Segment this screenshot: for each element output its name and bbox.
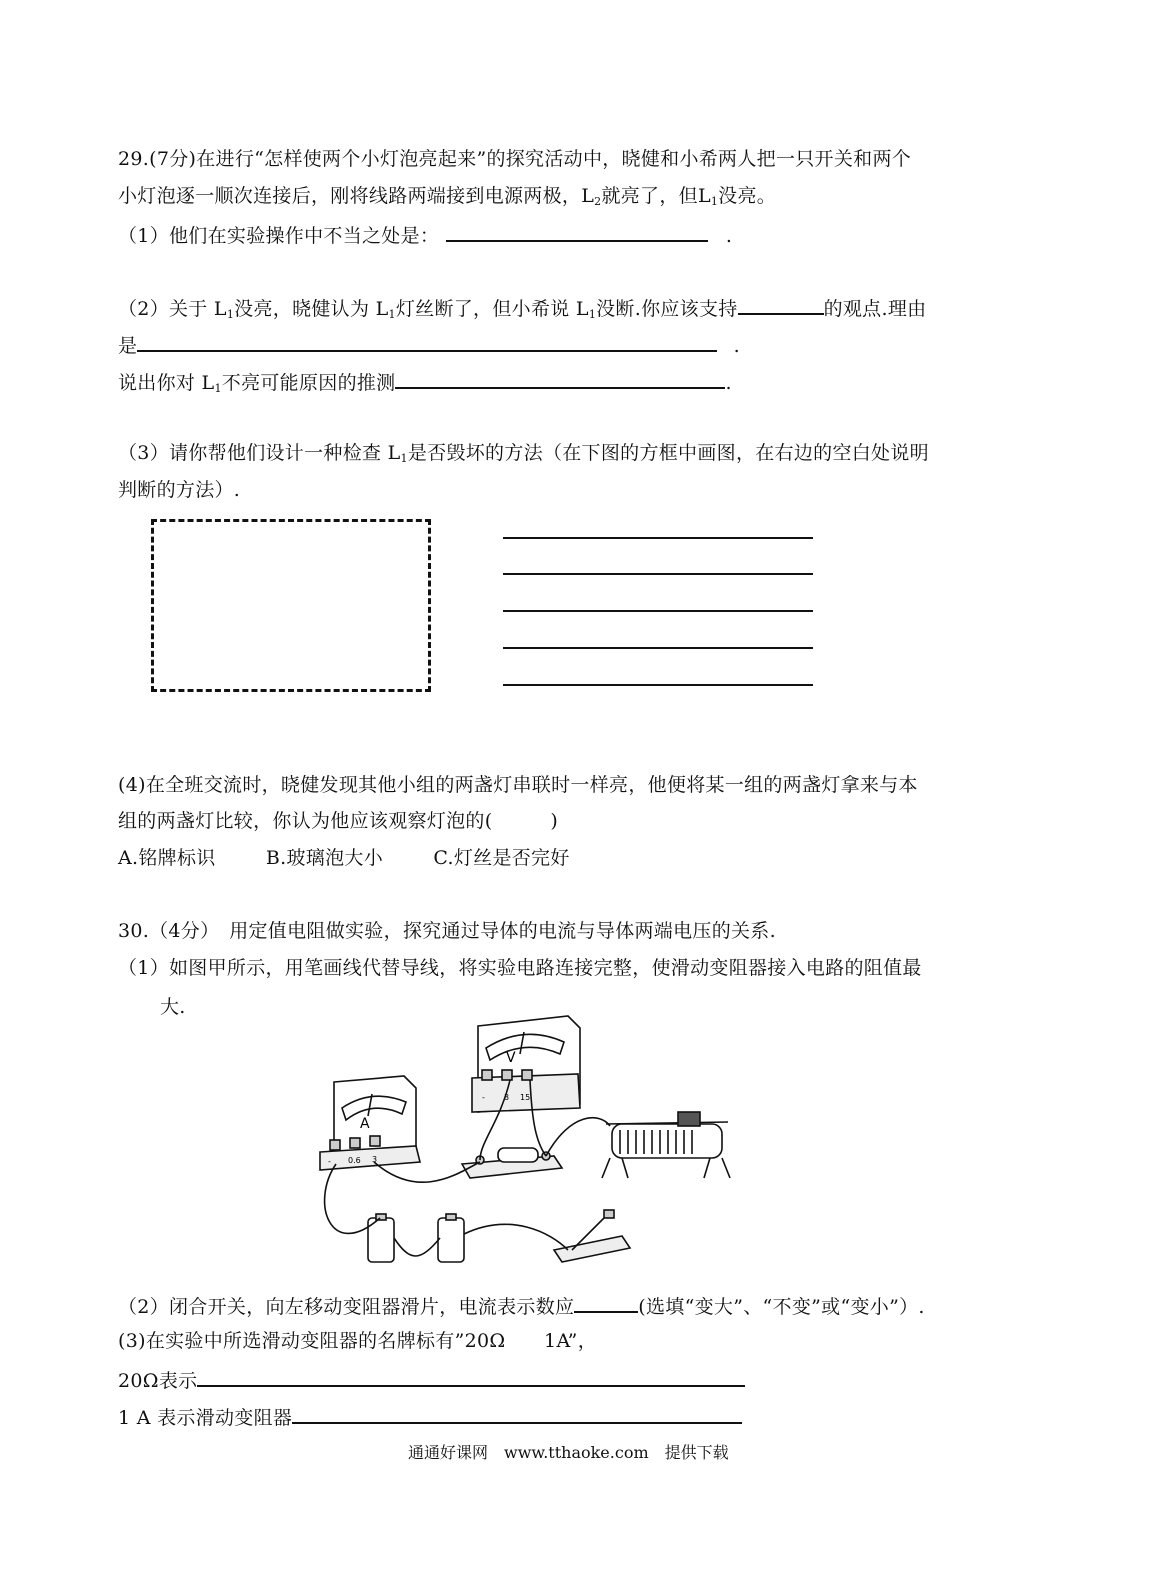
voltmeter-terminal-label: -: [482, 1093, 485, 1102]
answer-line[interactable]: [503, 610, 813, 612]
period: .: [725, 225, 733, 247]
answer-line[interactable]: [503, 684, 813, 686]
voltmeter-label: V: [506, 1050, 516, 1066]
q30-part1-line1: （1）如图甲所示，用笔画线代替导线，将实验电路连接完整，使滑动变阻器接入电路的阻值最: [118, 957, 922, 979]
q29-guess-blank[interactable]: [395, 367, 725, 389]
subscript: 1: [588, 308, 597, 321]
slide-rheostat[interactable]: [602, 1112, 730, 1178]
q29-part2-line2: [118, 330, 740, 359]
q29-part1-text: （1）他们在实验操作中不当之处是：: [118, 225, 440, 247]
ammeter[interactable]: [320, 1076, 420, 1170]
q30-part2: [118, 1291, 925, 1320]
circuit-figure[interactable]: [310, 1012, 750, 1267]
q30-stem: 30.（4分） 用定值电阻做实验，探究通过导体的电流与导体两端电压的关系.: [118, 920, 776, 942]
subscript: 1: [710, 195, 719, 208]
q29-support-blank[interactable]: [738, 293, 824, 315]
text: （2）关于 L: [118, 298, 227, 320]
q29-options: [118, 845, 570, 871]
text: 1 A 表示滑动变阻器: [118, 1407, 293, 1429]
text: 灯丝断了，但小希说 L: [395, 298, 589, 320]
q29-stem-text-e: 没亮。: [718, 185, 777, 207]
batteries[interactable]: [368, 1214, 464, 1262]
voltmeter-terminal-label: 3: [504, 1093, 510, 1102]
text: 20Ω表示: [118, 1370, 198, 1392]
footer: 通通好课网 www.tthaoke.com 提供下载: [408, 1443, 729, 1462]
text: 是否毁坏的方法（在下图的方框中画图，在右边的空白处说明: [407, 442, 929, 464]
wire: [546, 1118, 610, 1156]
text: 没亮，晓健认为 L: [234, 298, 389, 320]
text: 的观点.理由: [823, 298, 927, 320]
text: 说出你对 L: [118, 372, 215, 394]
q29-stem-line1: 29.(7分)在进行“怎样使两个小灯泡亮起来”的探究活动中，晓健和小希两人把一只开关和两个: [118, 148, 912, 170]
q29-part2-line3: [118, 367, 732, 402]
answer-line[interactable]: [503, 537, 813, 539]
q29-stem-text-c: 就亮了，但L: [601, 185, 711, 207]
q29-stem-text-a: 小灯泡逐一顺次连接后，刚将线路两端接到电源两极，L: [118, 185, 595, 207]
text: 是: [118, 335, 138, 357]
drawing-box[interactable]: [151, 519, 431, 692]
ammeter-terminal-label: 0.6: [348, 1156, 361, 1165]
q29-reason-blank[interactable]: [137, 330, 717, 352]
period: .: [733, 335, 740, 357]
ammeter-terminal-label: -: [328, 1157, 331, 1166]
subscript: 1: [214, 382, 222, 395]
q29-part1-answer-blank[interactable]: [446, 220, 708, 242]
text: (选填“变大”、“不变”或“变小”）.: [638, 1296, 925, 1318]
subscript: 1: [226, 308, 235, 321]
q30-amp-blank[interactable]: [292, 1402, 742, 1424]
q30-part2-blank[interactable]: [574, 1291, 638, 1313]
subscript: 1: [400, 452, 408, 465]
q30-part3: (3)在实验中所选滑动变阻器的名牌标有”20Ω 1A”，: [118, 1330, 597, 1352]
text: （2）闭合开关，向左移动变阻器滑片，电流表示数应: [118, 1296, 575, 1318]
q30-part1-line2: 大.: [160, 996, 186, 1018]
option-b[interactable]: B.玻璃泡大小: [265, 847, 384, 869]
q29-part4-line2: 组的两盏灯比较，你认为他应该观察灯泡的( ): [118, 810, 559, 832]
answer-line[interactable]: [503, 647, 813, 649]
ammeter-terminal-label: 3: [372, 1155, 378, 1164]
q29-stem-line2: [118, 183, 776, 215]
option-a[interactable]: A.铭牌标识: [118, 847, 216, 869]
q30-ohm-line: [118, 1365, 745, 1394]
answer-line[interactable]: [503, 573, 813, 575]
period: .: [725, 372, 732, 394]
q29-part2-line1: [118, 293, 926, 328]
subscript: 2: [594, 195, 602, 208]
q29-part3-line1: [118, 440, 929, 472]
ammeter-label: A: [360, 1116, 370, 1132]
switch[interactable]: [554, 1210, 630, 1262]
q30-ohm-blank[interactable]: [197, 1365, 745, 1387]
voltmeter-terminal-label: 15: [520, 1093, 531, 1102]
q29-part4-line1: (4)在全班交流时，晓健发现其他小组的两盏灯串联时一样亮，他便将某一组的两盏灯拿来与本: [118, 774, 918, 796]
option-c[interactable]: C.灯丝是否完好: [433, 847, 570, 869]
q29-part1: [118, 220, 732, 249]
text: （3）请你帮他们设计一种检查 L: [118, 442, 401, 464]
text: 不亮可能原因的推测: [221, 372, 396, 394]
wire: [394, 1238, 440, 1256]
q30-amp-line: [118, 1402, 742, 1431]
q29-part3-line2: 判断的方法）.: [118, 479, 241, 501]
text: 没断.你应该支持: [596, 298, 738, 320]
subscript: 1: [388, 308, 396, 321]
wire: [464, 1224, 568, 1250]
